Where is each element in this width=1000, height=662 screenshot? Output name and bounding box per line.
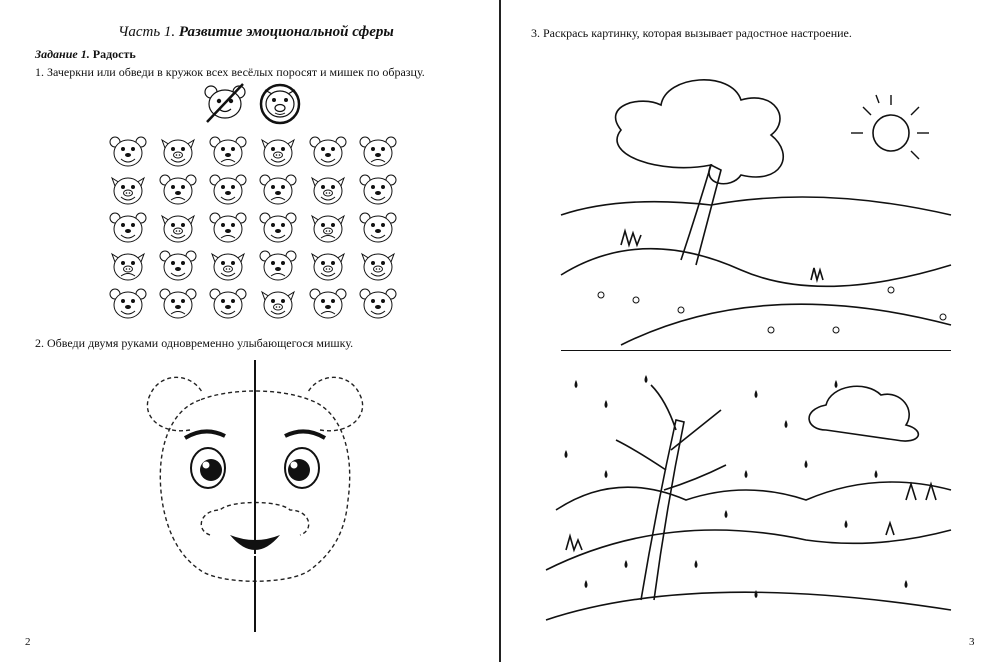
tracing-bear-picture xyxy=(130,360,380,632)
bear-face-icon[interactable] xyxy=(206,134,250,170)
sunny-landscape-picture xyxy=(561,75,951,345)
pig-face-icon[interactable] xyxy=(306,172,350,208)
faces-grid xyxy=(106,128,406,328)
pig-face-icon[interactable] xyxy=(306,210,350,246)
question-3: 3. Раскрась картинку, которая вызывает радостное настроение. xyxy=(531,26,852,40)
bear-face-icon[interactable] xyxy=(356,172,400,208)
bear-face-icon[interactable] xyxy=(256,248,300,284)
bear-face-icon[interactable] xyxy=(356,210,400,246)
bear-face-icon[interactable] xyxy=(106,286,150,322)
question-2: 2. Обведи двумя руками одновременно улыбающегося мишку. xyxy=(35,336,354,350)
pig-face-icon[interactable] xyxy=(156,210,200,246)
bear-face-icon[interactable] xyxy=(306,286,350,322)
question-1: 1. Зачеркни или обведи в кружок всех весёлых поросят и мишек по образцу. xyxy=(35,65,425,79)
pig-face-icon[interactable] xyxy=(206,248,250,284)
right-page xyxy=(501,0,1000,662)
bear-face-icon[interactable] xyxy=(206,172,250,208)
task-title: Задание 1. Радость xyxy=(35,47,136,61)
pig-face-icon[interactable] xyxy=(106,172,150,208)
pig-face-icon[interactable] xyxy=(106,248,150,284)
pig-face-icon[interactable] xyxy=(356,248,400,284)
bear-face-icon[interactable] xyxy=(256,172,300,208)
bear-face-icon[interactable] xyxy=(206,286,250,322)
page-number-right: 3 xyxy=(969,636,975,648)
sample-circled-pig-icon xyxy=(261,85,299,123)
bear-face-icon[interactable] xyxy=(356,286,400,322)
sample-crossed-bear-icon xyxy=(205,84,245,122)
part-title: Часть 1. Развитие эмоциональной сферы xyxy=(118,24,394,40)
bear-face-icon[interactable] xyxy=(156,248,200,284)
pig-face-icon[interactable] xyxy=(306,248,350,284)
pig-face-icon[interactable] xyxy=(156,134,200,170)
pig-face-icon[interactable] xyxy=(256,134,300,170)
picture-divider xyxy=(561,350,951,351)
sample-faces xyxy=(200,80,310,128)
bear-face-icon[interactable] xyxy=(206,210,250,246)
rainy-landscape-picture xyxy=(546,360,951,640)
bear-face-icon[interactable] xyxy=(256,210,300,246)
bear-face-icon[interactable] xyxy=(106,134,150,170)
bear-face-icon[interactable] xyxy=(356,134,400,170)
bear-face-icon[interactable] xyxy=(106,210,150,246)
page-number-left: 2 xyxy=(25,636,31,648)
bear-face-icon[interactable] xyxy=(156,286,200,322)
pig-face-icon[interactable] xyxy=(256,286,300,322)
bear-face-icon[interactable] xyxy=(306,134,350,170)
left-page xyxy=(0,0,499,662)
bear-face-icon[interactable] xyxy=(156,172,200,208)
